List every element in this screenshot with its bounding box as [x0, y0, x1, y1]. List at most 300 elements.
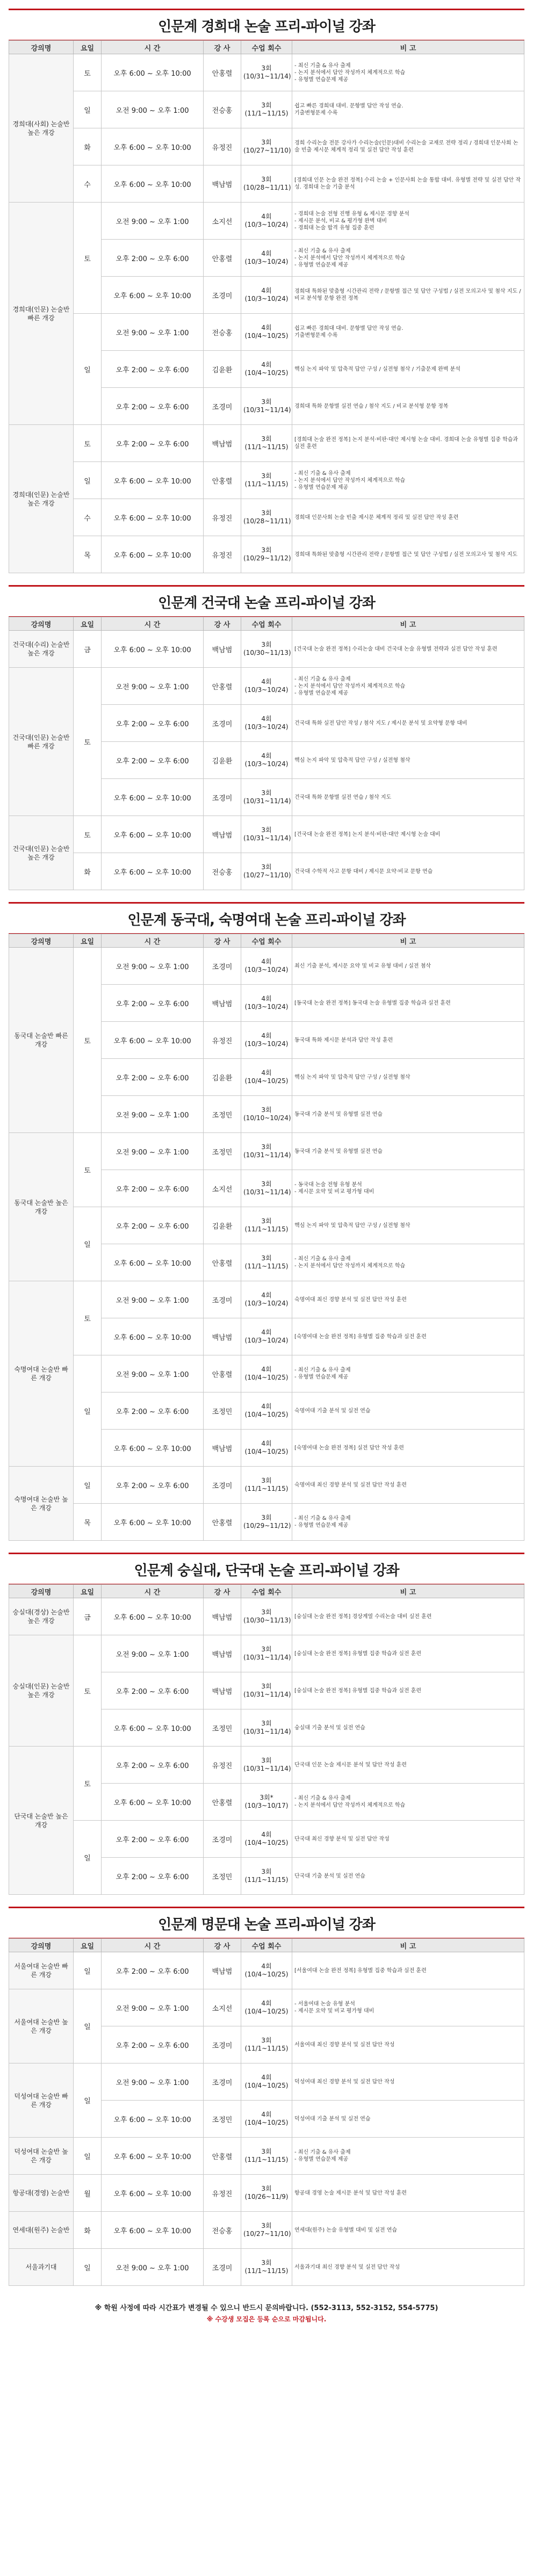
instructor: 백남범	[204, 425, 241, 462]
class-time: 오후 6:00 ~ 오후 10:00	[102, 128, 204, 165]
class-time: 오후 6:00 ~ 오후 10:00	[102, 277, 204, 314]
table-row	[9, 1989, 524, 2026]
course-note: 핵심 논지 파악 및 압축적 답안 구성 / 실전형 첨삭 / 기출문제 완벽 분석	[292, 351, 524, 388]
class-time: 오후 6:00 ~ 오후 10:00	[102, 2212, 204, 2249]
course-note: 핵심 논지 파악 및 압축적 답안 구성 / 실전형 첨삭	[292, 1207, 524, 1244]
course-note: 경희대 인문사회 논술 빈출 제시문 체계적 정리 및 실전 답안 작성 훈련	[292, 499, 524, 536]
weekday: 일	[74, 2249, 102, 2286]
session-count: 3회 (10/31~11/14)	[241, 779, 292, 816]
course-note: [숙명여대 논술 완전 정복] 유형별 집중 학습과 실전 훈련	[292, 1318, 524, 1355]
session-count: 3회 (10/31~11/14)	[241, 1635, 292, 1672]
table-row	[9, 128, 524, 165]
instructor: 백남범	[204, 1598, 241, 1635]
instructor: 안홍렬	[204, 462, 241, 499]
instructor: 조경미	[204, 705, 241, 742]
instructor: 조정민	[204, 1096, 241, 1133]
session-count: 3회 (10/31~11/14)	[241, 54, 292, 91]
session-count: 3회 (11/1~11/15)	[241, 2026, 292, 2063]
class-time: 오전 9:00 ~ 오후 1:00	[102, 1989, 204, 2026]
instructor: 조경미	[204, 277, 241, 314]
weekday: 수	[74, 499, 102, 536]
class-time: 오후 6:00 ~ 오후 10:00	[102, 499, 204, 536]
session-count: 4회 (10/3~10/24)	[241, 1318, 292, 1355]
session-count: 3회 (11/1~11/15)	[241, 1858, 292, 1895]
session-count: 4회 (10/3~10/24)	[241, 277, 292, 314]
table-row	[9, 1467, 524, 1504]
instructor: 조경미	[204, 779, 241, 816]
instructor: 백남범	[204, 1635, 241, 1672]
class-time: 오전 9:00 ~ 오후 1:00	[102, 668, 204, 705]
course-name: 숭실대(인문) 논술반 높은 개강	[9, 1635, 74, 1747]
course-note: 항공대 경영 논술 제시문 분석 및 답안 작성 훈련	[292, 2175, 524, 2212]
course-note: [건국대 논술 완전 정복] 수리논술 대비 건국대 논술 유형별 전략과 실전 답안 작성 훈련	[292, 631, 524, 668]
class-time: 오후 6:00 ~ 오후 10:00	[102, 1244, 204, 1281]
instructor: 유정진	[204, 128, 241, 165]
session-count: 4회 (10/4~10/25)	[241, 1392, 292, 1430]
session-count: 4회 (10/4~10/25)	[241, 314, 292, 351]
course-table	[9, 1938, 524, 2286]
course-name: 건국대(인문) 논술반 높은 개강	[9, 816, 74, 890]
column-header: 비 고	[292, 617, 524, 631]
table-row	[9, 462, 524, 499]
instructor: 조경미	[204, 2026, 241, 2063]
weekday: 일	[74, 1989, 102, 2063]
weekday: 토	[74, 1281, 102, 1355]
section-title: 인문계 명문대 논술 프리-파이널 강좌	[9, 1907, 524, 1938]
footer-notice: ※ 학원 사정에 따라 시간표가 변경될 수 있으니 반드시 문의바랍니다. (552-3113, 552-3152, 554-5775)	[95, 2304, 438, 2312]
column-header: 수업 회수	[241, 41, 292, 54]
instructor: 안홍렬	[204, 668, 241, 705]
class-time: 오전 9:00 ~ 오후 1:00	[102, 1635, 204, 1672]
session-count: 3회 (10/31~11/14)	[241, 1709, 292, 1747]
course-name: 건국대(인문) 논술반 빠른 개강	[9, 668, 74, 816]
course-note: 덕성여대 기출 분석 및 실전 연습	[292, 2101, 524, 2138]
weekday: 목	[74, 536, 102, 573]
table-row	[9, 1635, 524, 1672]
column-header: 시 간	[102, 1585, 204, 1598]
class-time: 오전 9:00 ~ 오후 1:00	[102, 1133, 204, 1170]
session-count: 3회 (10/27~11/10)	[241, 128, 292, 165]
course-name: 서울과기대	[9, 2249, 74, 2286]
course-note: - 최신 기출 & 유사 출제 - 논지 분석에서 답안 작성까지 체계적으로 학습 - 유형별 연습문제 제공	[292, 668, 524, 705]
instructor: 소지선	[204, 1989, 241, 2026]
session-count: 3회 (10/31~11/14)	[241, 1747, 292, 1784]
column-header: 강 사	[204, 934, 241, 948]
column-header: 강 사	[204, 1939, 241, 1952]
table-row	[9, 2249, 524, 2286]
instructor: 김윤환	[204, 1207, 241, 1244]
weekday: 일	[74, 462, 102, 499]
instructor: 백남범	[204, 1672, 241, 1709]
table-row	[9, 1821, 524, 1858]
class-time: 오후 2:00 ~ 오후 6:00	[102, 388, 204, 425]
course-note: - 최신 기출 & 유사 출제 - 논지 분석에서 답안 작성까지 체계적으로 학습 - 유형별 연습문제 제공	[292, 240, 524, 277]
weekday: 토	[74, 816, 102, 853]
class-time: 오후 6:00 ~ 오후 10:00	[102, 54, 204, 91]
table-row	[9, 2138, 524, 2175]
instructor: 백남범	[204, 1430, 241, 1467]
course-section	[9, 585, 524, 890]
instructor: 안홍렬	[204, 1784, 241, 1821]
class-time: 오후 6:00 ~ 오후 10:00	[102, 536, 204, 573]
course-note: - 최신 기출 & 유사 출제 - 유형별 연습문제 제공	[292, 2138, 524, 2175]
class-time: 오후 2:00 ~ 오후 6:00	[102, 1858, 204, 1895]
course-note: - 경희대 논술 전형 진행 유형 & 제시문 경향 분석 - 제시문 분석, 비교 & 평가형 완벽 대비 - 경희대 논술 합격 유형 집중 훈련	[292, 203, 524, 240]
course-table	[9, 934, 524, 1541]
instructor: 조경미	[204, 2249, 241, 2286]
class-time: 오후 2:00 ~ 오후 6:00	[102, 1207, 204, 1244]
instructor: 안홍렬	[204, 240, 241, 277]
column-header: 요일	[74, 41, 102, 54]
class-time: 오후 6:00 ~ 오후 10:00	[102, 1709, 204, 1747]
course-note: 단국대 최신 경향 분석 및 실전 답안 작성	[292, 1821, 524, 1858]
session-count: 3회 (10/29~11/12)	[241, 536, 292, 573]
instructor: 백남범	[204, 1952, 241, 1989]
weekday: 토	[74, 425, 102, 462]
class-time: 오후 6:00 ~ 오후 10:00	[102, 853, 204, 890]
table-row	[9, 314, 524, 351]
column-header: 강의명	[9, 1585, 74, 1598]
instructor: 조정민	[204, 1392, 241, 1430]
course-name: 서울여대 논술반 높은 개강	[9, 1989, 74, 2063]
class-time: 오후 6:00 ~ 오후 10:00	[102, 779, 204, 816]
session-count: 3회 (10/27~11/10)	[241, 2212, 292, 2249]
instructor: 조정민	[204, 1858, 241, 1895]
course-name: 항공대(경영) 논술반	[9, 2175, 74, 2212]
class-time: 오후 2:00 ~ 오후 6:00	[102, 1059, 204, 1096]
instructor: 김윤환	[204, 1059, 241, 1096]
class-time: 오후 6:00 ~ 오후 10:00	[102, 816, 204, 853]
table-row	[9, 2063, 524, 2101]
table-row	[9, 853, 524, 890]
class-time: 오전 9:00 ~ 오후 1:00	[102, 2063, 204, 2101]
session-count: 4회 (10/3~10/24)	[241, 668, 292, 705]
session-count: 4회 (10/3~10/24)	[241, 203, 292, 240]
instructor: 안홍렬	[204, 54, 241, 91]
column-header: 시 간	[102, 41, 204, 54]
course-note: - 최신 기출 & 유사 출제 - 논지 분석에서 답안 작성까지 체계적으로 학습 - 유형별 연습문제 제공	[292, 462, 524, 499]
table-row	[9, 165, 524, 203]
class-time: 오후 2:00 ~ 오후 6:00	[102, 985, 204, 1022]
class-time: 오전 9:00 ~ 오후 1:00	[102, 314, 204, 351]
weekday: 일	[74, 1467, 102, 1504]
instructor: 전승홍	[204, 91, 241, 128]
instructor: 유정진	[204, 2175, 241, 2212]
course-note: [동국대 논술 완전 정복] 동국대 논술 유형별 집중 학습과 실전 훈련	[292, 985, 524, 1022]
course-name: 동국대 논술반 빠른 개강	[9, 948, 74, 1133]
session-count: 4회 (10/4~10/25)	[241, 351, 292, 388]
column-header: 강의명	[9, 1939, 74, 1952]
column-header: 비 고	[292, 934, 524, 948]
session-count: 3회 (10/27~11/10)	[241, 853, 292, 890]
section-title: 인문계 동국대, 숙명여대 논술 프리-파이널 강좌	[9, 902, 524, 934]
class-time: 오전 9:00 ~ 오후 1:00	[102, 1281, 204, 1318]
table-row	[9, 948, 524, 985]
class-time: 오후 6:00 ~ 오후 10:00	[102, 1784, 204, 1821]
session-count: 3회 (10/31~11/14)	[241, 1170, 292, 1207]
course-note: 서울여대 최신 경향 분석 및 실전 답안 작성	[292, 2026, 524, 2063]
course-name: 숭실대(경상) 논술반 높은 개강	[9, 1598, 74, 1635]
column-header: 수업 회수	[241, 1585, 292, 1598]
class-time: 오후 2:00 ~ 오후 6:00	[102, 2026, 204, 2063]
class-time: 오후 2:00 ~ 오후 6:00	[102, 425, 204, 462]
session-count: 3회 (10/31~11/14)	[241, 1133, 292, 1170]
class-time: 오후 2:00 ~ 오후 6:00	[102, 1170, 204, 1207]
session-count: 4회 (10/3~10/24)	[241, 240, 292, 277]
instructor: 백남범	[204, 165, 241, 203]
course-note: 덕성여대 최신 경향 분석 및 실전 답안 작성	[292, 2063, 524, 2101]
course-name: 건국대(수리) 논술반 높은 개강	[9, 631, 74, 668]
course-note: 경희 수리논술 전문 강사가 수리논술(인문)대비 수리논술 교재로 전략 정리 / 경희대 인문사회 논술 빈출 제시문 체계적 정리 및 실전 답안 작성 훈련	[292, 128, 524, 165]
column-header: 시 간	[102, 617, 204, 631]
session-count: 3회 (11/1~11/15)	[241, 1244, 292, 1281]
course-section	[9, 1553, 524, 1895]
instructor: 유정진	[204, 1747, 241, 1784]
instructor: 유정진	[204, 536, 241, 573]
table-row	[9, 1355, 524, 1392]
weekday: 토	[74, 54, 102, 91]
instructor: 김윤환	[204, 351, 241, 388]
weekday: 수	[74, 165, 102, 203]
session-count: 4회 (10/4~10/25)	[241, 1430, 292, 1467]
column-header: 시 간	[102, 934, 204, 948]
class-time: 오후 6:00 ~ 오후 10:00	[102, 1022, 204, 1059]
course-note: [경희대 논술 완전 정복] 논지 분석·비판·대안 제시형 논술 대비. 경희대 논술 유형별 집중 학습과 실전 훈련	[292, 425, 524, 462]
instructor: 유정진	[204, 499, 241, 536]
weekday: 목	[74, 1504, 102, 1541]
table-row	[9, 1504, 524, 1541]
column-header: 강의명	[9, 934, 74, 948]
instructor: 조경미	[204, 1467, 241, 1504]
table-row	[9, 91, 524, 128]
course-note: 핵심 논지 파악 및 압축적 답안 구성 / 실전형 첨삭	[292, 742, 524, 779]
course-note: 건국대 수학적 사고 문항 대비 / 제시문 요약·비교 문항 연습	[292, 853, 524, 890]
session-count: 4회 (10/4~10/25)	[241, 1989, 292, 2026]
course-note: [경희대 인문 논술 완전 정복] 수리 논술 + 인문사회 논술 통합 대비. 유형별 전략 및 실전 답안 작성. 경희대 논술 기출 분석	[292, 165, 524, 203]
course-note: 동국대 기출 분석 및 유형별 실전 연습	[292, 1096, 524, 1133]
weekday: 금	[74, 1598, 102, 1635]
session-count: 3회 (10/31~11/14)	[241, 388, 292, 425]
table-header-row	[9, 1939, 524, 1952]
table-row	[9, 1207, 524, 1244]
course-note: 건국대 특화 실전 답안 작성 / 첨삭 지도 / 제시문 분석 및 요약형 문항 대비	[292, 705, 524, 742]
table-header-row	[9, 41, 524, 54]
class-time: 오후 2:00 ~ 오후 6:00	[102, 1952, 204, 1989]
session-count: 4회 (10/3~10/24)	[241, 742, 292, 779]
table-row	[9, 816, 524, 853]
course-note: 쉽고 빠른 경희대 대비. 문항별 답안 작성 연습. 기출변형문제 수록	[292, 91, 524, 128]
weekday: 일	[74, 1821, 102, 1895]
session-count: 4회 (10/4~10/25)	[241, 1821, 292, 1858]
instructor: 전승홍	[204, 853, 241, 890]
session-count: 3회 (11/1~11/15)	[241, 2138, 292, 2175]
course-note: [숭실대 논술 완전 정복] 경상계열 수리논술 대비 실전 훈련	[292, 1598, 524, 1635]
course-note: 숙명여대 최신 경향 분석 및 실전 답안 작성 훈련	[292, 1467, 524, 1504]
session-count: 3회 (11/1~11/15)	[241, 462, 292, 499]
section-title: 인문계 건국대 논술 프리-파이널 강좌	[9, 585, 524, 617]
session-count: 3회 (10/10~10/24)	[241, 1096, 292, 1133]
column-header: 요일	[74, 617, 102, 631]
course-note: 경희대 특화 문항별 실전 연습 / 첨삭 지도 / 비교 분석형 문항 정복	[292, 388, 524, 425]
instructor: 조경미	[204, 2063, 241, 2101]
course-name: 경희대(사회) 논술반 높은 개강	[9, 54, 74, 203]
weekday: 일	[74, 2138, 102, 2175]
class-time: 오후 6:00 ~ 오후 10:00	[102, 1504, 204, 1541]
class-time: 오후 2:00 ~ 오후 6:00	[102, 1747, 204, 1784]
footer-registration-note: ※ 수강생 모집은 등록 순으로 마감됩니다.	[206, 2315, 327, 2323]
class-time: 오후 6:00 ~ 오후 10:00	[102, 462, 204, 499]
instructor: 안홍렬	[204, 1355, 241, 1392]
instructor: 조경미	[204, 1281, 241, 1318]
instructor: 조정민	[204, 1133, 241, 1170]
weekday: 토	[74, 1635, 102, 1747]
session-count: 3회 (11/1~11/15)	[241, 425, 292, 462]
session-count: 4회 (10/4~10/25)	[241, 1059, 292, 1096]
course-table	[9, 1584, 524, 1895]
course-note: [숭실대 논술 완전 정복] 유형별 집중 학습과 실전 훈련	[292, 1672, 524, 1709]
table-row	[9, 54, 524, 91]
column-header: 강의명	[9, 617, 74, 631]
footer	[9, 2298, 524, 2327]
course-section	[9, 1907, 524, 2286]
course-name: 동국대 논술반 높은 개강	[9, 1133, 74, 1281]
page	[9, 0, 524, 2327]
course-note: - 최신 기출 & 유사 출제 - 유형별 연습문제 제공	[292, 1504, 524, 1541]
table-header-row	[9, 934, 524, 948]
class-time: 오후 2:00 ~ 오후 6:00	[102, 1467, 204, 1504]
class-time: 오후 6:00 ~ 오후 10:00	[102, 631, 204, 668]
course-note: 경희대 특화된 맞춤형 시간관리 전략 / 문항별 접근 및 답안 구성법 / 실전 모의고사 및 첨삭 지도	[292, 536, 524, 573]
course-note: 서울과기대 최신 경향 분석 및 실전 답안 작성	[292, 2249, 524, 2286]
class-time: 오후 2:00 ~ 오후 6:00	[102, 1821, 204, 1858]
table-row	[9, 2175, 524, 2212]
table-row	[9, 1281, 524, 1318]
course-section	[9, 9, 524, 573]
course-note: 경희대 특화된 맞춤형 시간관리 전략 / 문항별 접근 및 답안 구성법 / 실전 모의고사 및 첨삭 지도 / 비교 분석형 문항 완전 정복	[292, 277, 524, 314]
course-note: 핵심 논지 파악 및 압축적 답안 구성 / 실전형 첨삭	[292, 1059, 524, 1096]
instructor: 소지선	[204, 203, 241, 240]
session-count: 4회 (10/3~10/24)	[241, 1281, 292, 1318]
course-table	[9, 617, 524, 890]
class-time: 오후 2:00 ~ 오후 6:00	[102, 705, 204, 742]
class-time: 오후 2:00 ~ 오후 6:00	[102, 1672, 204, 1709]
instructor: 안홍렬	[204, 1244, 241, 1281]
instructor: 백남범	[204, 985, 241, 1022]
session-count: 4회 (10/3~10/24)	[241, 985, 292, 1022]
class-time: 오후 6:00 ~ 오후 10:00	[102, 2138, 204, 2175]
session-count: 4회 (10/4~10/25)	[241, 2101, 292, 2138]
column-header: 수업 회수	[241, 1939, 292, 1952]
table-row	[9, 499, 524, 536]
column-header: 강 사	[204, 617, 241, 631]
course-note: - 동국대 논술 전형 유형 분석 - 제시문 요약 및 비교 평가형 대비	[292, 1170, 524, 1207]
table-header-row	[9, 617, 524, 631]
class-time: 오후 6:00 ~ 오후 10:00	[102, 1598, 204, 1635]
session-count: 3회 (10/31~11/14)	[241, 816, 292, 853]
session-count: 3회 (10/31~11/14)	[241, 1672, 292, 1709]
weekday: 토	[74, 668, 102, 816]
weekday: 일	[74, 91, 102, 128]
class-time: 오후 6:00 ~ 오후 10:00	[102, 2175, 204, 2212]
course-note: 숭실대 기출 분석 및 실전 연습	[292, 1709, 524, 1747]
class-time: 오후 6:00 ~ 오후 10:00	[102, 2101, 204, 2138]
course-note: 숙명여대 최신 경향 분석 및 실전 답안 작성 훈련	[292, 1281, 524, 1318]
instructor: 안홍렬	[204, 2138, 241, 2175]
class-time: 오전 9:00 ~ 오후 1:00	[102, 1355, 204, 1392]
table-row	[9, 1133, 524, 1170]
session-count: 3회 (10/28~11/11)	[241, 499, 292, 536]
class-time: 오전 9:00 ~ 오후 1:00	[102, 948, 204, 985]
table-row	[9, 1747, 524, 1784]
section-title: 인문계 경희대 논술 프리-파이널 강좌	[9, 9, 524, 40]
weekday: 금	[74, 631, 102, 668]
instructor: 전승홍	[204, 314, 241, 351]
sections-container	[9, 9, 524, 2286]
column-header: 수업 회수	[241, 934, 292, 948]
session-count: 4회 (10/4~10/25)	[241, 2063, 292, 2101]
session-count: 3회 (10/30~11/13)	[241, 1598, 292, 1635]
course-note: 단국대 기출 분석 및 실전 연습	[292, 1858, 524, 1895]
course-section	[9, 902, 524, 1541]
instructor: 조경미	[204, 388, 241, 425]
course-note: 동국대 특화 제시문 분석과 답안 작성 훈련	[292, 1022, 524, 1059]
column-header: 수업 회수	[241, 617, 292, 631]
course-name: 덕성여대 논술반 높은 개강	[9, 2138, 74, 2175]
table-row	[9, 1598, 524, 1635]
class-time: 오후 2:00 ~ 오후 6:00	[102, 240, 204, 277]
weekday: 토	[74, 1747, 102, 1821]
instructor: 김윤환	[204, 742, 241, 779]
table-row	[9, 1952, 524, 1989]
session-count: 3회 (11/1~11/15)	[241, 2249, 292, 2286]
class-time: 오전 9:00 ~ 오후 1:00	[102, 2249, 204, 2286]
session-count: 3회 (10/29~11/12)	[241, 1504, 292, 1541]
class-time: 오전 9:00 ~ 오후 1:00	[102, 91, 204, 128]
weekday: 화	[74, 853, 102, 890]
session-count: 3회 (11/1~11/15)	[241, 91, 292, 128]
course-note: 단국대 인문 논술 제시문 분석 및 답안 작성 훈련	[292, 1747, 524, 1784]
course-note: - 최신 기출 & 유사 출제 - 논지 분석에서 답안 작성까지 체계적으로 학습	[292, 1244, 524, 1281]
session-count: 4회 (10/4~10/25)	[241, 1952, 292, 1989]
table-header-row	[9, 1585, 524, 1598]
course-note: 최신 기출 분석, 제시문 요약 및 비교 유형 대비 / 실전 첨삭	[292, 948, 524, 985]
course-note: [숙명여대 논술 완전 정복] 실전 답안 작성 훈련	[292, 1430, 524, 1467]
instructor: 백남범	[204, 1318, 241, 1355]
course-name: 연세대(원주) 논술반	[9, 2212, 74, 2249]
instructor: 전승홍	[204, 2212, 241, 2249]
course-note: - 서울여대 논술 유형 분석 - 제시문 요약 및 비교 평가형 대비	[292, 1989, 524, 2026]
weekday: 일	[74, 314, 102, 425]
weekday: 토	[74, 203, 102, 314]
instructor: 안홍렬	[204, 1504, 241, 1541]
instructor: 조정민	[204, 2101, 241, 2138]
course-name: 경희대(인문) 논술반 빠른 개강	[9, 203, 74, 425]
table-row	[9, 203, 524, 240]
table-row	[9, 2212, 524, 2249]
course-note: [숭실대 논술 완전 정복] 유형별 집중 학습과 실전 훈련	[292, 1635, 524, 1672]
weekday: 월	[74, 2175, 102, 2212]
session-count: 3회 (11/1~11/15)	[241, 1207, 292, 1244]
column-header: 비 고	[292, 1939, 524, 1952]
session-count: 4회 (10/3~10/24)	[241, 1022, 292, 1059]
course-note: [건국대 논술 완전 정복] 논지 분석·비판·대안 제시형 논술 대비	[292, 816, 524, 853]
table-row	[9, 668, 524, 705]
weekday: 일	[74, 2063, 102, 2138]
course-name: 숙명여대 논술반 빠른 개강	[9, 1281, 74, 1467]
course-name: 서울여대 논술반 빠른 개강	[9, 1952, 74, 1989]
column-header: 강의명	[9, 41, 74, 54]
course-name: 단국대 논술반 높은 개강	[9, 1747, 74, 1895]
